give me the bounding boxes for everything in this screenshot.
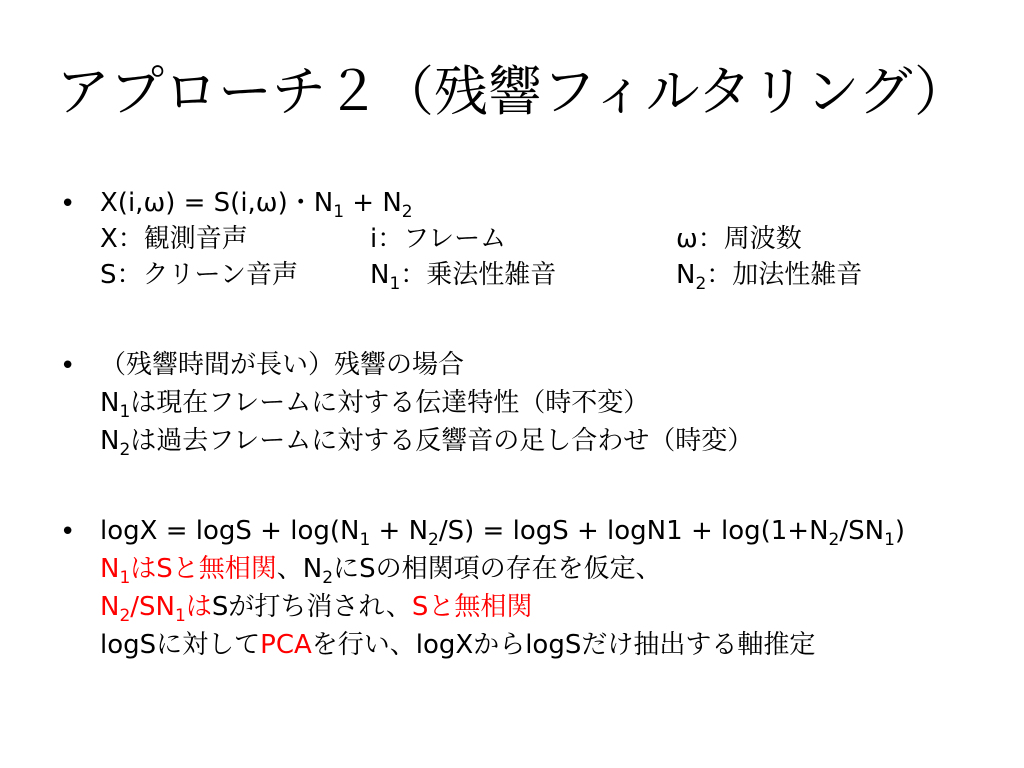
reverb-case-line: （残響時間が長い）残響の場合	[100, 350, 465, 380]
def-n2-text: ：加法性雑音	[706, 260, 863, 290]
assume-n2: 、N	[276, 554, 323, 584]
def-n2-sub: 2	[695, 274, 707, 294]
def-n1-sub: 1	[389, 274, 401, 294]
eq-sub-2: 2	[401, 202, 413, 222]
assume-n: N	[100, 554, 120, 584]
pca-label: PCA	[260, 630, 312, 660]
pca-a: logSに対して	[100, 630, 261, 660]
cancel-uncorrelated: Sと無相関	[411, 592, 533, 622]
pca-c: を行い、logXからlogSだけ抽出する軸推定	[311, 630, 816, 660]
cancel-line	[100, 590, 532, 624]
cancel-sub-2: 1	[175, 606, 186, 626]
def-n1-n: N	[370, 260, 390, 290]
log-eq-c: /S) = logS + logN1 + log(1+N	[438, 516, 829, 546]
n2-desc-n: N	[100, 426, 120, 456]
log-eq-sub-2: 2	[428, 530, 439, 550]
log-eq-sub-3: 2	[828, 530, 840, 550]
eq-text-2: + N	[344, 188, 402, 218]
log-eq-sub-4: 1	[884, 530, 895, 550]
assume-sub-1: 1	[119, 568, 131, 588]
def-i: i：フレーム	[370, 224, 507, 254]
cancel-n: N	[100, 592, 120, 622]
eq-text: X(i,ω) = S(i,ω)・N	[100, 188, 334, 218]
def-n2	[676, 258, 862, 292]
n1-desc-text: は現在フレームに対する伝達特性（時不変）	[130, 388, 650, 418]
def-omega: ω：周波数	[676, 224, 802, 254]
cancel-sub-1: 2	[119, 606, 131, 626]
assumption-line	[100, 552, 662, 586]
n1-desc-n: N	[100, 388, 120, 418]
log-eq-d: /SN	[839, 516, 885, 546]
def-n1-text: ：乗法性雑音	[400, 260, 557, 290]
log-eq-b: + N	[370, 516, 429, 546]
assume-sub-2: 2	[322, 568, 334, 588]
n2-desc-text: は過去フレームに対する反響音の足し合わせ（時変）	[130, 426, 754, 456]
def-n2-n: N	[676, 260, 696, 290]
n2-desc-line	[100, 424, 753, 458]
log-eq-e: )	[894, 516, 906, 546]
assume-rest: にSの相関項の存在を仮定、	[333, 554, 662, 584]
cancel-sn: /SN	[130, 592, 175, 622]
def-s: S：クリーン音声	[100, 260, 298, 290]
n1-desc-line	[100, 386, 649, 420]
log-eq-sub-1: 1	[359, 530, 371, 550]
cancel-text: Sが打ち消され、	[211, 592, 412, 622]
def-x: X：観測音声	[100, 224, 248, 254]
def-n1	[370, 258, 556, 292]
n2-desc-sub: 2	[119, 440, 131, 460]
log-eq-a: logX = logS + log(N	[100, 516, 360, 546]
bullet-dot-2: •	[60, 351, 76, 381]
bullet-dot-3: •	[60, 517, 76, 547]
n1-desc-sub: 1	[119, 402, 131, 422]
pca-line	[100, 628, 815, 662]
equation-line	[100, 186, 413, 220]
bullet-dot-1: •	[60, 189, 76, 219]
eq-sub-1: 1	[333, 202, 345, 222]
assume-uncorrelated: はSと無相関	[130, 554, 277, 584]
log-equation-line	[100, 514, 905, 548]
cancel-ha: は	[185, 592, 212, 622]
slide-title: アプローチ２（残響フィルタリング）	[55, 60, 969, 123]
